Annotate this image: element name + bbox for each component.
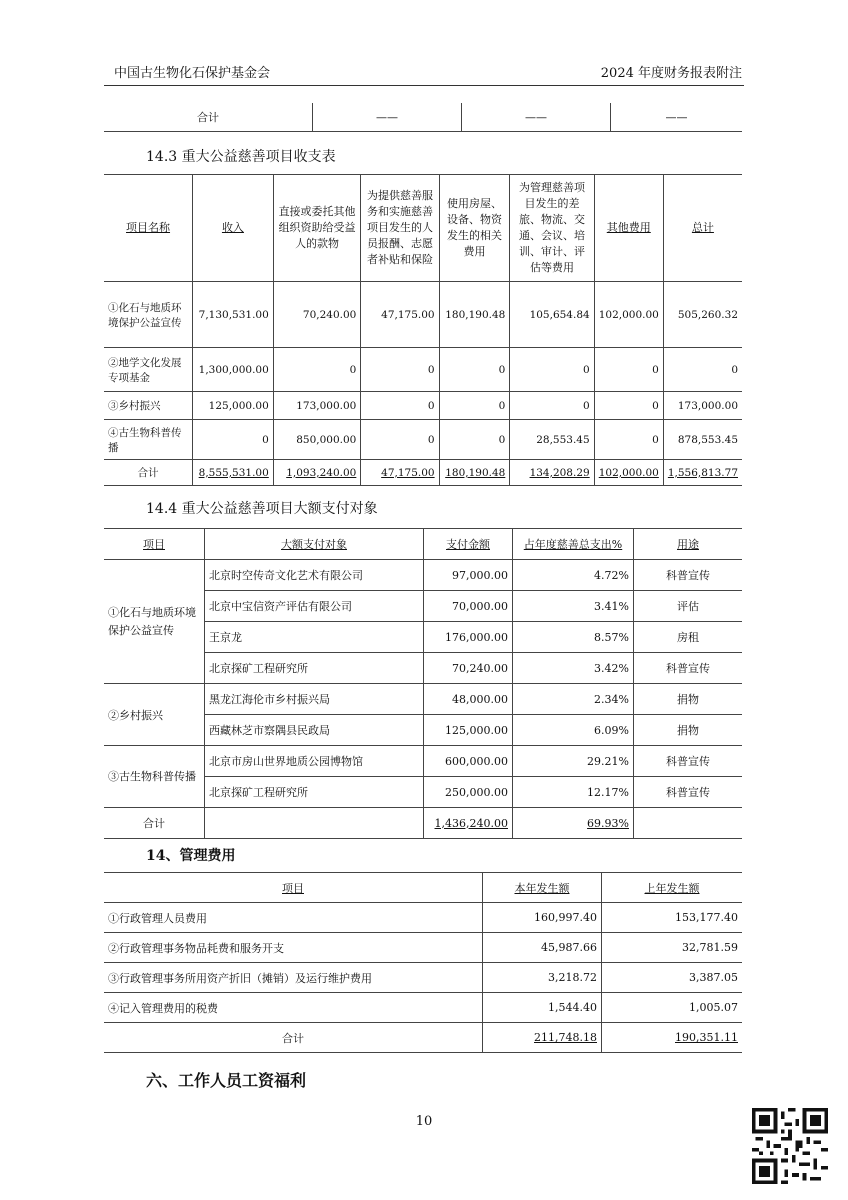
header-divider <box>104 85 744 86</box>
amount: 176,000.00 <box>424 622 513 653</box>
prior-year: 153,177.40 <box>602 903 743 933</box>
cell: 105,654.84 <box>510 282 594 348</box>
col-header: 为管理慈善项目发生的差旅、物流、交通、会议、培训、审计、评估等费用 <box>510 175 594 282</box>
current-year: 1,544.40 <box>483 993 602 1023</box>
amount: 600,000.00 <box>424 746 513 777</box>
prior-year: 1,005.07 <box>602 993 743 1023</box>
row-label: ④古生物科普传播 <box>104 420 193 460</box>
dash-cell: —— <box>313 103 462 132</box>
item: ③行政管理事务所用资产折旧（摊销）及运行维护费用 <box>104 963 483 993</box>
management-expense-table <box>104 872 742 1053</box>
payee: 北京探矿工程研究所 <box>205 777 424 808</box>
col-header: 本年发生额 <box>483 873 602 903</box>
cell: 0 <box>439 420 510 460</box>
cell: 0 <box>510 392 594 420</box>
payee: 北京时空传奇文化艺术有限公司 <box>205 560 424 591</box>
percent: 6.09% <box>513 715 634 746</box>
col-header: 用途 <box>634 529 743 560</box>
total-label: 合计 <box>104 808 205 839</box>
prior-year: 3,387.05 <box>602 963 743 993</box>
purpose: 评估 <box>634 591 743 622</box>
percent: 8.57% <box>513 622 634 653</box>
table-row <box>104 963 742 993</box>
cell: 125,000.00 <box>193 392 274 420</box>
empty-cell <box>634 808 743 839</box>
section-14-title: 14、管理费用 <box>146 848 236 864</box>
dash-cell: —— <box>462 103 611 132</box>
col-header: 大额支付对象 <box>205 529 424 560</box>
cell: 0 <box>361 392 439 420</box>
percent: 3.42% <box>513 653 634 684</box>
total-label: 合计 <box>104 103 313 132</box>
cell: 28,553.45 <box>510 420 594 460</box>
item: ②行政管理事务物品耗费和服务开支 <box>104 933 483 963</box>
cell: 878,553.45 <box>663 420 742 460</box>
total-current: 211,748.18 <box>483 1023 602 1053</box>
cell: 0 <box>439 348 510 392</box>
prior-year: 32,781.59 <box>602 933 743 963</box>
total-row <box>104 1023 742 1053</box>
table-row <box>104 993 742 1023</box>
cell: 47,175.00 <box>361 282 439 348</box>
qr-code-icon <box>752 1108 828 1184</box>
cell: 173,000.00 <box>273 392 361 420</box>
cell: 0 <box>510 348 594 392</box>
table-header-row <box>104 873 742 903</box>
purpose: 科普宣传 <box>634 777 743 808</box>
row-label: ③乡村振兴 <box>104 392 193 420</box>
total-prior: 190,351.11 <box>602 1023 743 1053</box>
section-14-3-title: 14.3 重大公益慈善项目收支表 <box>146 149 336 165</box>
purpose: 科普宣传 <box>634 653 743 684</box>
amount: 70,240.00 <box>424 653 513 684</box>
table-row <box>104 746 742 777</box>
purpose: 科普宣传 <box>634 560 743 591</box>
purpose: 捐物 <box>634 715 743 746</box>
payee: 北京中宝信资产评估有限公司 <box>205 591 424 622</box>
cell: 102,000.00 <box>594 460 663 486</box>
cell: 0 <box>273 348 361 392</box>
cell: 7,130,531.00 <box>193 282 274 348</box>
cell: 0 <box>439 392 510 420</box>
amount: 250,000.00 <box>424 777 513 808</box>
group-label: ②乡村振兴 <box>104 684 205 746</box>
current-year: 3,218.72 <box>483 963 602 993</box>
table-row <box>104 282 742 348</box>
row-label: ②地学文化发展专项基金 <box>104 348 193 392</box>
dash-cell: —— <box>611 103 743 132</box>
empty-cell <box>205 808 424 839</box>
payee: 王京龙 <box>205 622 424 653</box>
table-row <box>104 392 742 420</box>
carryover-total-table <box>104 103 742 132</box>
section-6-title: 六、工作人员工资福利 <box>146 1071 307 1090</box>
cell: 1,300,000.00 <box>193 348 274 392</box>
col-header: 其他费用 <box>594 175 663 282</box>
total-label: 合计 <box>104 1023 483 1053</box>
row-label: 合计 <box>104 460 193 486</box>
table-row <box>104 933 742 963</box>
total-row <box>104 460 742 486</box>
col-header: 项目名称 <box>104 175 193 282</box>
col-header: 支付金额 <box>424 529 513 560</box>
page-number: 10 <box>415 1114 433 1129</box>
amount: 125,000.00 <box>424 715 513 746</box>
table-header-row <box>104 175 742 282</box>
col-header: 总计 <box>663 175 742 282</box>
purpose: 科普宣传 <box>634 746 743 777</box>
row-label: ①化石与地质环境保护公益宣传 <box>104 282 193 348</box>
total-row <box>104 808 742 839</box>
table-row <box>104 684 742 715</box>
group-label: ③古生物科普传播 <box>104 746 205 808</box>
payee: 北京探矿工程研究所 <box>205 653 424 684</box>
col-header: 项目 <box>104 529 205 560</box>
cell: 70,240.00 <box>273 282 361 348</box>
cell: 180,190.48 <box>439 460 510 486</box>
group-label: ①化石与地质环境保护公益宣传 <box>104 560 205 684</box>
cell: 0 <box>361 420 439 460</box>
payee: 西藏林芝市察隅县民政局 <box>205 715 424 746</box>
cell: 180,190.48 <box>439 282 510 348</box>
cell: 0 <box>594 348 663 392</box>
col-header: 项目 <box>104 873 483 903</box>
percent: 4.72% <box>513 560 634 591</box>
charity-income-expense-table <box>104 174 742 486</box>
col-header: 收入 <box>193 175 274 282</box>
table-header-row <box>104 529 742 560</box>
cell: 173,000.00 <box>663 392 742 420</box>
payee: 北京市房山世界地质公园博物馆 <box>205 746 424 777</box>
item: ④记入管理费用的税费 <box>104 993 483 1023</box>
amount: 48,000.00 <box>424 684 513 715</box>
amount: 70,000.00 <box>424 591 513 622</box>
total-amount: 1,436,240.00 <box>424 808 513 839</box>
item: ①行政管理人员费用 <box>104 903 483 933</box>
large-payments-table <box>104 528 742 839</box>
table-row <box>104 560 742 591</box>
percent: 3.41% <box>513 591 634 622</box>
payee: 黑龙江海伦市乡村振兴局 <box>205 684 424 715</box>
table-row <box>104 420 742 460</box>
cell: 0 <box>663 348 742 392</box>
header-doc-title: 2024 年度财务报表附注 <box>600 66 742 81</box>
table-row <box>104 903 742 933</box>
cell: 134,208.29 <box>510 460 594 486</box>
cell: 0 <box>361 348 439 392</box>
section-14-4-title: 14.4 重大公益慈善项目大额支付对象 <box>146 501 378 517</box>
cell: 0 <box>594 392 663 420</box>
cell: 1,093,240.00 <box>273 460 361 486</box>
col-header: 直接或委托其他组织资助给受益人的款物 <box>273 175 361 282</box>
col-header: 为提供慈善服务和实施慈善项目发生的人员报酬、志愿者补贴和保险 <box>361 175 439 282</box>
col-header: 上年发生额 <box>602 873 743 903</box>
header-org: 中国古生物化石保护基金会 <box>114 66 271 81</box>
purpose: 房租 <box>634 622 743 653</box>
percent: 12.17% <box>513 777 634 808</box>
cell: 0 <box>193 420 274 460</box>
total-percent: 69.93% <box>513 808 634 839</box>
cell: 0 <box>594 420 663 460</box>
cell: 850,000.00 <box>273 420 361 460</box>
col-header: 占年度慈善总支出% <box>513 529 634 560</box>
percent: 29.21% <box>513 746 634 777</box>
table-row <box>104 348 742 392</box>
col-header: 使用房屋、设备、物资发生的相关费用 <box>439 175 510 282</box>
cell: 8,555,531.00 <box>193 460 274 486</box>
purpose: 捐物 <box>634 684 743 715</box>
current-year: 160,997.40 <box>483 903 602 933</box>
current-year: 45,987.66 <box>483 933 602 963</box>
table-row <box>104 103 742 132</box>
cell: 102,000.00 <box>594 282 663 348</box>
percent: 2.34% <box>513 684 634 715</box>
amount: 97,000.00 <box>424 560 513 591</box>
cell: 505,260.32 <box>663 282 742 348</box>
cell: 1,556,813.77 <box>663 460 742 486</box>
cell: 47,175.00 <box>361 460 439 486</box>
